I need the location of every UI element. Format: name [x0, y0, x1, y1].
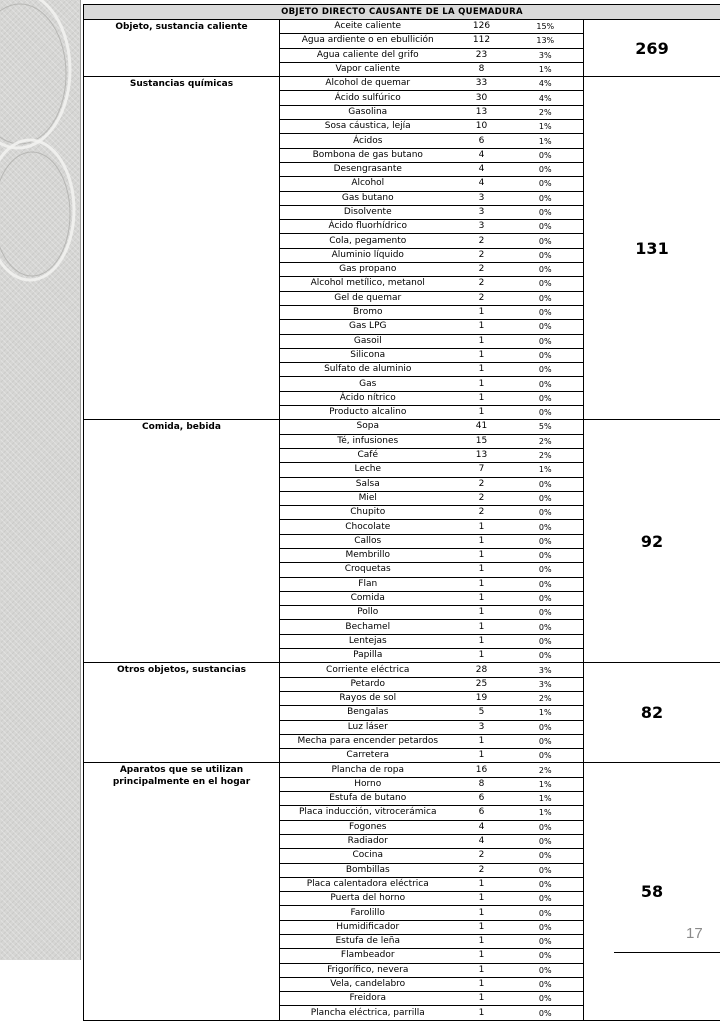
- item-percentage: 0%: [508, 577, 584, 591]
- item-count: 1: [456, 935, 508, 949]
- item-percentage: 0%: [508, 205, 584, 219]
- item-name: Freidora: [280, 992, 456, 1006]
- item-name: Carretera: [280, 749, 456, 763]
- item-name: Comida: [280, 591, 456, 605]
- item-percentage: 0%: [508, 305, 584, 319]
- item-count: 1: [456, 563, 508, 577]
- item-count: 8: [456, 62, 508, 76]
- item-percentage: 0%: [508, 291, 584, 305]
- item-count: 2: [456, 506, 508, 520]
- category-total: 92: [584, 420, 720, 663]
- item-count: 30: [456, 91, 508, 105]
- item-count: 13: [456, 105, 508, 119]
- item-count: 4: [456, 162, 508, 176]
- item-count: 19: [456, 691, 508, 705]
- item-name: Agua ardiente o en ebullición: [280, 34, 456, 48]
- item-name: Cola, pegamento: [280, 234, 456, 248]
- category-total: 82: [584, 663, 720, 763]
- item-count: 2: [456, 263, 508, 277]
- item-name: Aceite caliente: [280, 20, 456, 34]
- item-percentage: 1%: [508, 134, 584, 148]
- item-name: Gas propano: [280, 263, 456, 277]
- item-percentage: 0%: [508, 591, 584, 605]
- item-count: 1: [456, 920, 508, 934]
- item-name: Pollo: [280, 606, 456, 620]
- item-count: 1: [456, 877, 508, 891]
- item-name: Frigorífico, nevera: [280, 963, 456, 977]
- item-name: Radiador: [280, 834, 456, 848]
- item-name: Membrillo: [280, 548, 456, 562]
- item-percentage: 0%: [508, 491, 584, 505]
- item-count: 10: [456, 120, 508, 134]
- item-count: 41: [456, 420, 508, 434]
- item-count: 112: [456, 34, 508, 48]
- category-total: 269: [584, 20, 720, 77]
- item-count: 1: [456, 892, 508, 906]
- item-name: Chocolate: [280, 520, 456, 534]
- item-name: Placa inducción, vitrocerámica: [280, 806, 456, 820]
- item-name: Callos: [280, 534, 456, 548]
- item-name: Lentejas: [280, 634, 456, 648]
- item-percentage: 0%: [508, 177, 584, 191]
- item-percentage: 0%: [508, 363, 584, 377]
- item-name: Ácido sulfúrico: [280, 91, 456, 105]
- item-count: 1: [456, 634, 508, 648]
- item-name: Gas LPG: [280, 320, 456, 334]
- item-count: 25: [456, 677, 508, 691]
- item-name: Papilla: [280, 649, 456, 663]
- item-count: 1: [456, 305, 508, 319]
- item-count: 1: [456, 649, 508, 663]
- item-percentage: 0%: [508, 191, 584, 205]
- item-percentage: 0%: [508, 620, 584, 634]
- item-percentage: 0%: [508, 334, 584, 348]
- item-name: Corriente eléctrica: [280, 663, 456, 677]
- item-percentage: 3%: [508, 677, 584, 691]
- item-percentage: 0%: [508, 877, 584, 891]
- table-row: [84, 663, 720, 677]
- item-name: Puerta del horno: [280, 892, 456, 906]
- item-count: 1: [456, 977, 508, 991]
- item-count: 13: [456, 448, 508, 462]
- item-name: Agua caliente del grifo: [280, 48, 456, 62]
- item-count: 3: [456, 191, 508, 205]
- item-count: 1: [456, 606, 508, 620]
- item-count: 1: [456, 534, 508, 548]
- item-percentage: 1%: [508, 463, 584, 477]
- item-percentage: 1%: [508, 806, 584, 820]
- item-percentage: 0%: [508, 749, 584, 763]
- item-percentage: 2%: [508, 691, 584, 705]
- item-count: 2: [456, 863, 508, 877]
- item-name: Vela, candelabro: [280, 977, 456, 991]
- item-count: 4: [456, 834, 508, 848]
- table-row: [84, 77, 720, 91]
- item-percentage: 0%: [508, 1006, 584, 1020]
- item-name: Leche: [280, 463, 456, 477]
- item-count: 2: [456, 491, 508, 505]
- item-percentage: 2%: [508, 448, 584, 462]
- item-count: 1: [456, 406, 508, 420]
- item-name: Plancha eléctrica, parrilla: [280, 1006, 456, 1020]
- item-percentage: 0%: [508, 563, 584, 577]
- item-percentage: 1%: [508, 120, 584, 134]
- item-percentage: 5%: [508, 420, 584, 434]
- item-percentage: 0%: [508, 391, 584, 405]
- item-count: 2: [456, 248, 508, 262]
- item-count: 5: [456, 706, 508, 720]
- item-name: Mecha para encender petardos: [280, 734, 456, 748]
- item-name: Silicona: [280, 348, 456, 362]
- item-name: Alcohol de quemar: [280, 77, 456, 91]
- item-count: 1: [456, 749, 508, 763]
- decorative-rings-graphic: [0, 0, 80, 960]
- item-count: 15: [456, 434, 508, 448]
- item-name: Sosa cáustica, lejía: [280, 120, 456, 134]
- item-percentage: 0%: [508, 734, 584, 748]
- item-percentage: 0%: [508, 477, 584, 491]
- item-percentage: 0%: [508, 320, 584, 334]
- item-count: 1: [456, 949, 508, 963]
- item-name: Placa calentadora eléctrica: [280, 877, 456, 891]
- item-name: Gas: [280, 377, 456, 391]
- item-name: Ácidos: [280, 134, 456, 148]
- item-percentage: 1%: [508, 792, 584, 806]
- item-percentage: 0%: [508, 377, 584, 391]
- item-name: Salsa: [280, 477, 456, 491]
- item-name: Luz láser: [280, 720, 456, 734]
- item-name: Ácido fluorhídrico: [280, 220, 456, 234]
- item-count: 1: [456, 320, 508, 334]
- item-percentage: 0%: [508, 148, 584, 162]
- item-percentage: 0%: [508, 277, 584, 291]
- category-label: Comida, bebida: [84, 420, 280, 663]
- item-name: Bombona de gas butano: [280, 148, 456, 162]
- item-percentage: 0%: [508, 162, 584, 176]
- item-count: 1: [456, 520, 508, 534]
- item-name: Farolillo: [280, 906, 456, 920]
- item-name: Miel: [280, 491, 456, 505]
- item-percentage: 0%: [508, 820, 584, 834]
- item-name: Chupito: [280, 506, 456, 520]
- item-percentage: 0%: [508, 977, 584, 991]
- item-name: Flambeador: [280, 949, 456, 963]
- item-name: Alcohol: [280, 177, 456, 191]
- item-percentage: 0%: [508, 548, 584, 562]
- item-count: 4: [456, 177, 508, 191]
- item-percentage: 0%: [508, 834, 584, 848]
- category-total: 58: [584, 763, 720, 1020]
- item-name: Fogones: [280, 820, 456, 834]
- item-name: Gas butano: [280, 191, 456, 205]
- item-count: 3: [456, 205, 508, 219]
- item-count: 2: [456, 234, 508, 248]
- item-percentage: 3%: [508, 48, 584, 62]
- item-percentage: 0%: [508, 863, 584, 877]
- item-percentage: 2%: [508, 434, 584, 448]
- item-count: 4: [456, 148, 508, 162]
- item-name: Rayos de sol: [280, 691, 456, 705]
- item-count: 3: [456, 720, 508, 734]
- item-percentage: 0%: [508, 892, 584, 906]
- item-count: 23: [456, 48, 508, 62]
- item-count: 1: [456, 734, 508, 748]
- item-percentage: 4%: [508, 77, 584, 91]
- item-count: 1: [456, 992, 508, 1006]
- item-percentage: 1%: [508, 706, 584, 720]
- item-percentage: 0%: [508, 949, 584, 963]
- table-title: OBJETO DIRECTO CAUSANTE DE LA QUEMADURA: [84, 5, 720, 20]
- item-name: Flan: [280, 577, 456, 591]
- item-count: 1: [456, 348, 508, 362]
- item-percentage: 0%: [508, 248, 584, 262]
- item-count: 1: [456, 1006, 508, 1020]
- item-name: Aluminio líquido: [280, 248, 456, 262]
- item-percentage: 0%: [508, 963, 584, 977]
- item-count: 1: [456, 377, 508, 391]
- item-count: 4: [456, 820, 508, 834]
- category-label: Objeto, sustancia caliente: [84, 20, 280, 77]
- item-percentage: 2%: [508, 105, 584, 119]
- item-count: 1: [456, 391, 508, 405]
- item-count: 1: [456, 334, 508, 348]
- item-name: Horno: [280, 777, 456, 791]
- page-number-rule: [614, 952, 720, 953]
- item-count: 28: [456, 663, 508, 677]
- table-row: [84, 20, 720, 34]
- burn-cause-table: [83, 4, 720, 1021]
- item-percentage: 0%: [508, 720, 584, 734]
- item-percentage: 0%: [508, 920, 584, 934]
- item-percentage: 0%: [508, 906, 584, 920]
- item-name: Ácido nítrico: [280, 391, 456, 405]
- item-count: 8: [456, 777, 508, 791]
- item-percentage: 1%: [508, 62, 584, 76]
- item-name: Croquetas: [280, 563, 456, 577]
- item-percentage: 0%: [508, 406, 584, 420]
- item-count: 7: [456, 463, 508, 477]
- category-total: 131: [584, 77, 720, 420]
- table-row: [84, 763, 720, 777]
- item-percentage: 0%: [508, 263, 584, 277]
- item-count: 16: [456, 763, 508, 777]
- item-count: 6: [456, 806, 508, 820]
- item-name: Bechamel: [280, 620, 456, 634]
- category-label: Otros objetos, sustancias: [84, 663, 280, 763]
- item-name: Disolvente: [280, 205, 456, 219]
- item-percentage: 0%: [508, 849, 584, 863]
- item-count: 126: [456, 20, 508, 34]
- item-percentage: 0%: [508, 234, 584, 248]
- item-count: 1: [456, 577, 508, 591]
- item-percentage: 0%: [508, 935, 584, 949]
- item-name: Bromo: [280, 305, 456, 319]
- item-name: Petardo: [280, 677, 456, 691]
- item-percentage: 0%: [508, 634, 584, 648]
- item-name: Plancha de ropa: [280, 763, 456, 777]
- item-count: 2: [456, 291, 508, 305]
- item-percentage: 1%: [508, 777, 584, 791]
- item-name: Gasolina: [280, 105, 456, 119]
- item-name: Humidificador: [280, 920, 456, 934]
- item-percentage: 4%: [508, 91, 584, 105]
- burn-cause-table-container: [83, 4, 720, 1021]
- item-percentage: 0%: [508, 348, 584, 362]
- item-count: 33: [456, 77, 508, 91]
- item-name: Vapor caliente: [280, 62, 456, 76]
- category-label: Aparatos que se utilizan principalmente en el hogar: [84, 763, 280, 1020]
- item-count: 1: [456, 620, 508, 634]
- item-percentage: 0%: [508, 606, 584, 620]
- item-name: Bombillas: [280, 863, 456, 877]
- item-name: Sopa: [280, 420, 456, 434]
- item-count: 1: [456, 963, 508, 977]
- item-name: Producto alcalino: [280, 406, 456, 420]
- item-percentage: 15%: [508, 20, 584, 34]
- item-percentage: 0%: [508, 649, 584, 663]
- item-name: Sulfato de aluminio: [280, 363, 456, 377]
- item-name: Té, infusiones: [280, 434, 456, 448]
- item-count: 1: [456, 363, 508, 377]
- item-count: 3: [456, 220, 508, 234]
- page-number: 17: [686, 925, 703, 942]
- item-count: 6: [456, 134, 508, 148]
- item-name: Estufa de leña: [280, 935, 456, 949]
- item-count: 2: [456, 277, 508, 291]
- item-name: Estufa de butano: [280, 792, 456, 806]
- table-body: [84, 20, 720, 1021]
- table-row: [84, 420, 720, 434]
- item-name: Gasoil: [280, 334, 456, 348]
- item-percentage: 0%: [508, 992, 584, 1006]
- item-name: Cocina: [280, 849, 456, 863]
- item-count: 1: [456, 906, 508, 920]
- category-label: Sustancias químicas: [84, 77, 280, 420]
- item-percentage: 0%: [508, 506, 584, 520]
- decorative-sidebar: [0, 0, 81, 960]
- item-name: Gel de quemar: [280, 291, 456, 305]
- item-count: 6: [456, 792, 508, 806]
- item-percentage: 3%: [508, 663, 584, 677]
- item-count: 1: [456, 548, 508, 562]
- item-percentage: 0%: [508, 534, 584, 548]
- item-percentage: 2%: [508, 763, 584, 777]
- item-percentage: 0%: [508, 520, 584, 534]
- item-percentage: 13%: [508, 34, 584, 48]
- item-name: Bengalas: [280, 706, 456, 720]
- item-name: Desengrasante: [280, 162, 456, 176]
- item-count: 1: [456, 591, 508, 605]
- item-count: 2: [456, 849, 508, 863]
- item-percentage: 0%: [508, 220, 584, 234]
- item-name: Café: [280, 448, 456, 462]
- item-name: Alcohol metílico, metanol: [280, 277, 456, 291]
- item-count: 2: [456, 477, 508, 491]
